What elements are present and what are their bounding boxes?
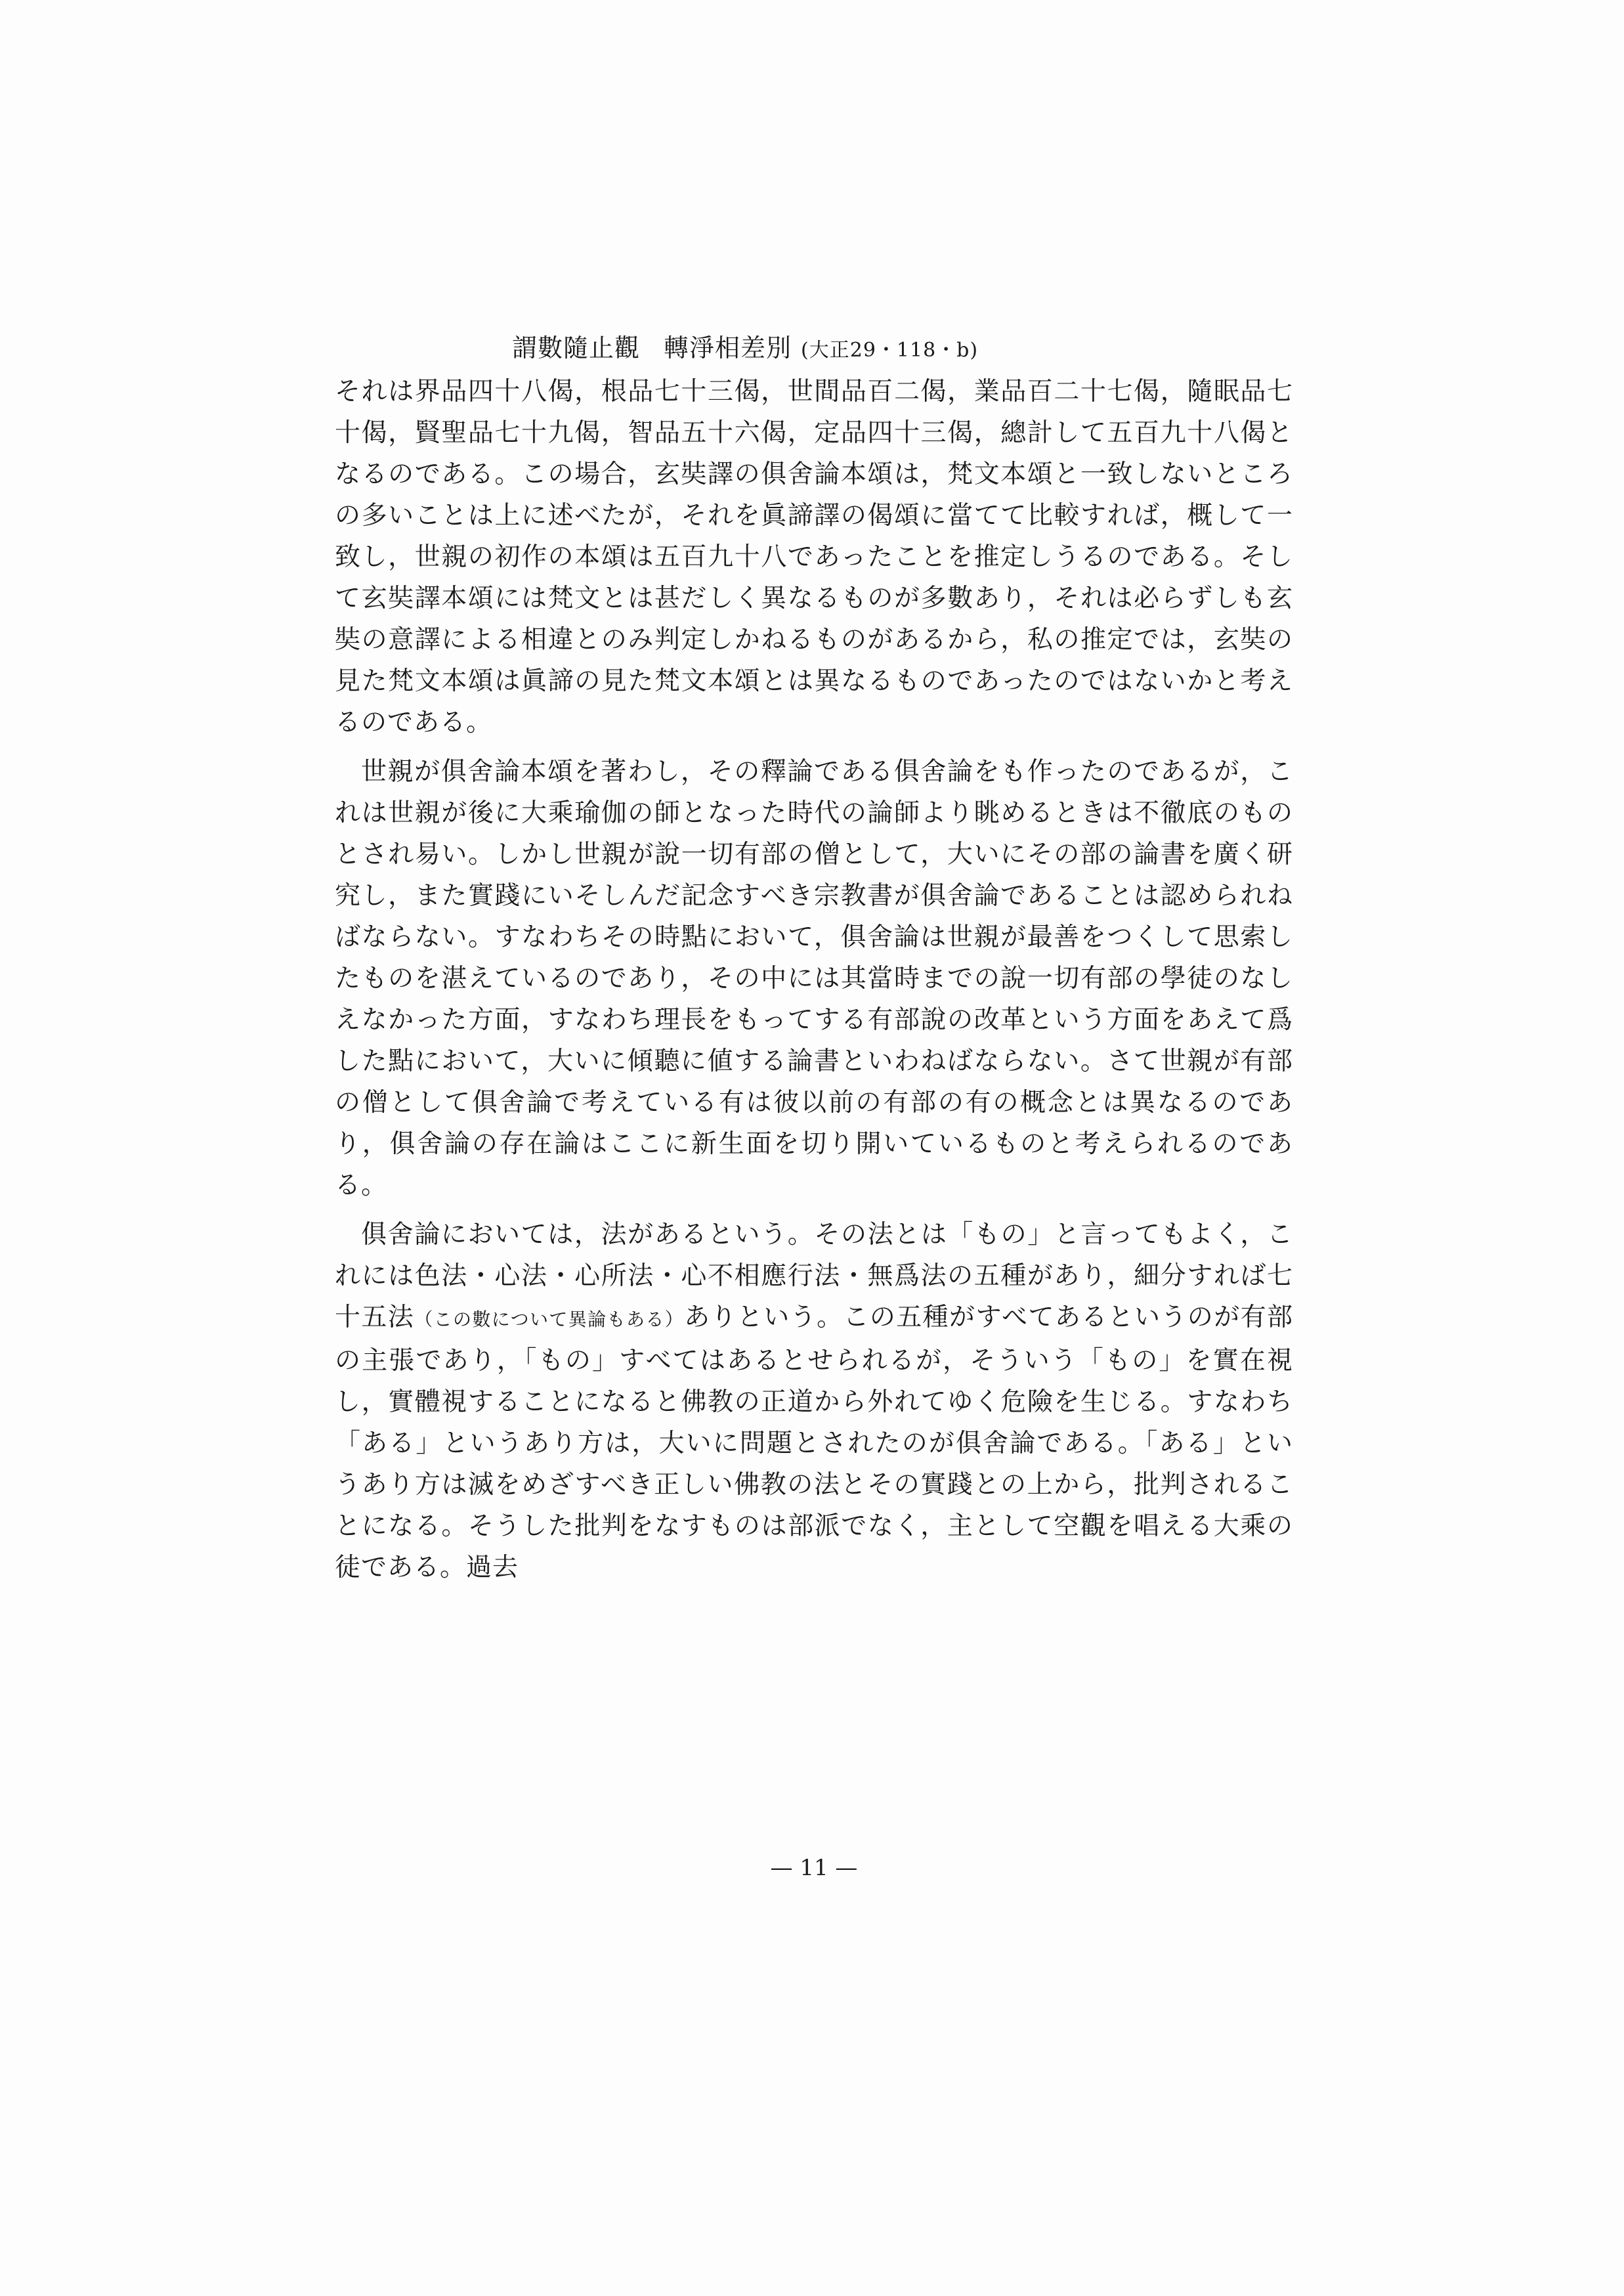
paragraph-2: 世親が俱舍論本頌を著わし，その釋論である俱舍論をも作ったのであるが，これは世親が後に大乘瑜伽の師となった時代の論師より眺めるときは不徹底のものとされ易い。しかし世親が說一切有部の僧として，大いにその部の論書を廣く研究し，また實踐にいそしんだ記念すべき宗教書が俱舍論であることは認められねばならない。すなわちその時點において，俱舍論は世親が最善をつくして思索したものを湛えているのであり，その中には其當時までの說一切有部の學徒のなしえなかった方面，すなわち理長をもってする有部說の改革という方面をあえて爲した點において，大いに傾聽に値する論書といわねばならない。さて世親が有部の僧として俱舍論で考えている有は彼以前の有部の有の概念とは異なるのであり，俱舍論の存在論はここに新生面を切り開いているものと考えられるのである。 — [335, 757, 1293, 1200]
verse-part-1: 謂數隨止觀 — [512, 334, 641, 362]
verse-quotation — [512, 328, 1365, 368]
verse-part-2: 轉淨相差別 — [664, 334, 792, 362]
paragraph-1: それは界品四十八偈，根品七十三偈，世間品百二偈，業品百二十七偈，隨眠品七十偈，賢聖品七十九偈，智品五十六偈，定品四十三偈，總計して五百九十八偈となるのである。この場合，玄奘譯の俱舍論本頌は，梵文本頌と一致しないところの多いことは上に述べたが，それを眞諦譯の偈頌に當てて比較すれば，概して一致し，世親の初作の本頌は五百九十八であったことを推定しうるのである。そして玄奘譯本頌には梵文とは甚だしく異なるものが多數あり，それは必らずしも玄奘の意譯による相違とのみ判定しかねるものがあるから，私の推定では，玄奘の見た梵文本頌は眞諦の見た梵文本頌とは異なるものであったのではないかと考えるのである。 — [335, 377, 1293, 737]
body-text — [335, 371, 1293, 1588]
verse-reference: (大正29・118・b) — [801, 339, 979, 362]
paragraph-3-text-b: ありという。この五種がすべてあるというのが有部の主張であり，「もの」すべてはあるとせられるが，そういう「もの」を實在視し，實體視することになると佛教の正道から外れてゆく危險を生じる。すなわち「ある」というあり方は，大いに問題とされたのが俱舍論である。「ある」というあり方は滅をめざすべき正しい佛教の法とその實踐との上から，批判されることになる。そうした批判をなすものは部派でなく，主として空觀を唱える大乘の徒である。過去 — [335, 1303, 1293, 1582]
paragraph-3 — [335, 1214, 1293, 1588]
paragraph-3-text-a: 俱舍論においては，法があるという。その法とは「もの」と言ってもよく，これには色法・心法・心所法・心不相應行法・無爲法の五種があり，細分すれば七十五法 — [335, 1220, 1293, 1332]
paragraph-3-note: （この數について異論もある） — [414, 1309, 685, 1330]
page-number: — 11 — — [770, 1855, 858, 1881]
